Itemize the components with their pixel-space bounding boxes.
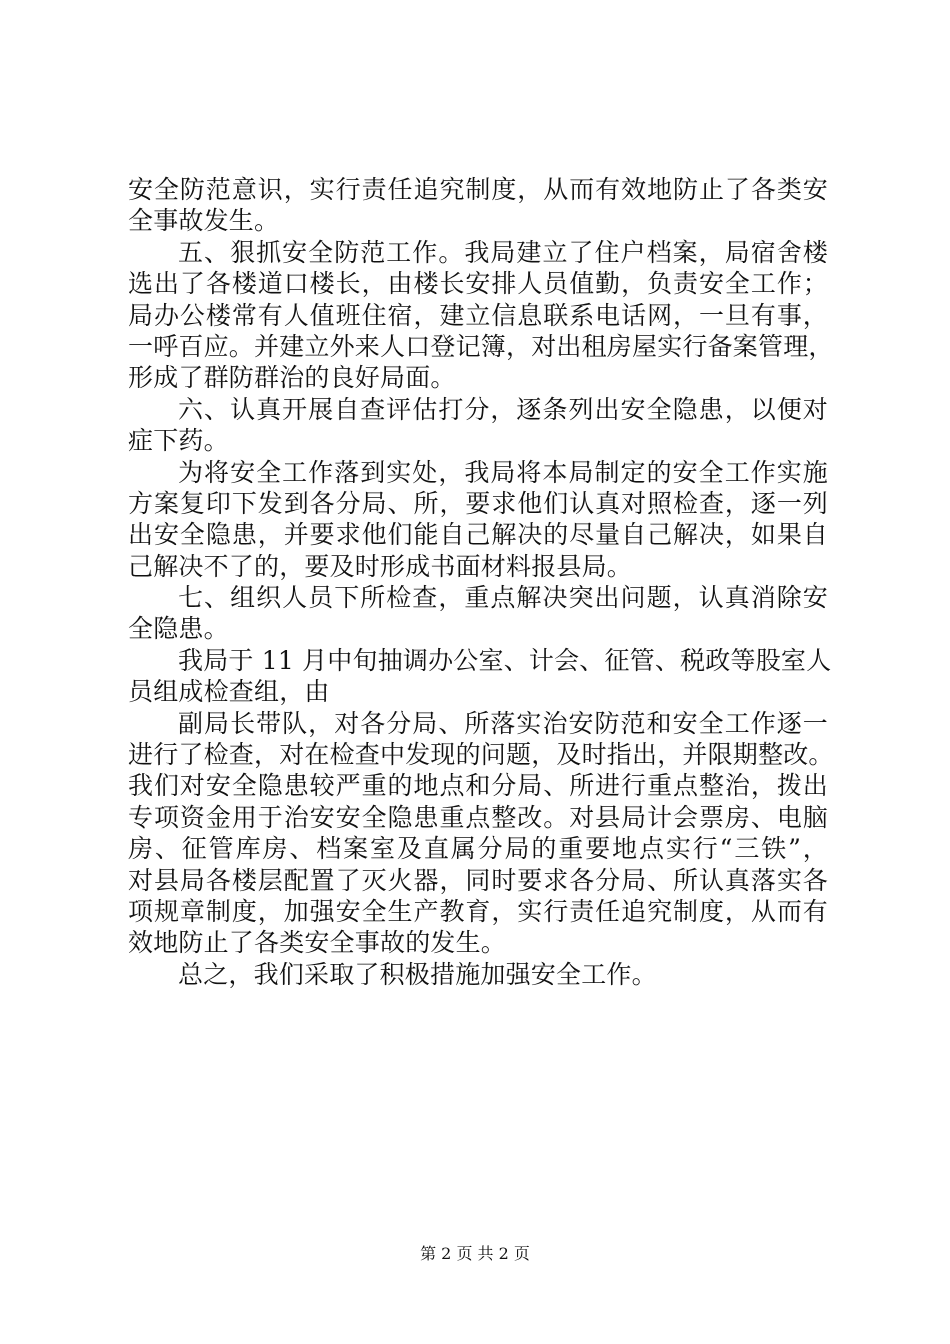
text-line: 局办公楼常有人值班住宿，建立信息联系电话网，一旦有事， [128, 300, 828, 330]
text-line: 为将安全工作落到实处，我局将本局制定的安全工作实施 [178, 457, 828, 487]
text-line: 项规章制度，加强安全生产教育，实行责任追究制度，从而有 [128, 896, 828, 926]
text-line: 房、征管库房、档案室及直属分局的重要地点实行“三铁”， [128, 834, 828, 864]
text-line: 效地防止了各类安全事故的发生。 [128, 928, 507, 958]
text-line: 全事故发生。 [128, 206, 280, 236]
text-line: 副局长带队，对各分局、所落实治安防范和安全工作逐一 [178, 708, 828, 738]
text-line: 我局于 11 月中旬抽调办公室、计会、征管、税政等股室人 [178, 645, 832, 675]
text-line: 我们对安全隐患较严重的地点和分局、所进行重点整治，拨出 [128, 771, 828, 801]
text-line: 对县局各楼层配置了灭火器，同时要求各分局、所认真落实各 [128, 865, 828, 895]
text-line: 七、组织人员下所检查，重点解决突出问题，认真消除安 [178, 583, 828, 613]
page-number-footer: 第 2 页 共 2 页 [420, 1244, 530, 1263]
document-body [128, 174, 834, 990]
text-line: 出安全隐患，并要求他们能自己解决的尽量自己解决，如果自 [128, 520, 828, 550]
text-line: 全隐患。 [128, 614, 229, 644]
text-line: 己解决不了的，要及时形成书面材料报县局。 [128, 551, 633, 581]
text-line: 员组成检查组，由 [128, 677, 330, 707]
text-line: 一呼百应。并建立外来人口登记簿，对出租房屋实行备案管理， [128, 331, 834, 361]
text-line: 专项资金用于治安安全隐患重点整改。对县局计会票房、电脑 [128, 802, 828, 832]
text-line: 症下药。 [128, 426, 229, 456]
text-line: 总之，我们采取了积极措施加强安全工作。 [178, 959, 657, 989]
text-line: 选出了各楼道口楼长，由楼长安排人员值勤，负责安全工作； [128, 269, 828, 299]
text-line: 六、认真开展自查评估打分，逐条列出安全隐患，以便对 [178, 394, 828, 424]
text-line: 进行了检查，对在检查中发现的问题，及时指出，并限期整改。 [128, 740, 834, 770]
text-line: 方案复印下发到各分局、所，要求他们认真对照检查，逐一列 [128, 488, 828, 518]
text-line: 五、狠抓安全防范工作。我局建立了住户档案，局宿舍楼 [178, 237, 828, 267]
text-line: 安全防范意识，实行责任追究制度，从而有效地防止了各类安 [128, 175, 828, 204]
text-line: 形成了群防群治的良好局面。 [128, 363, 456, 393]
